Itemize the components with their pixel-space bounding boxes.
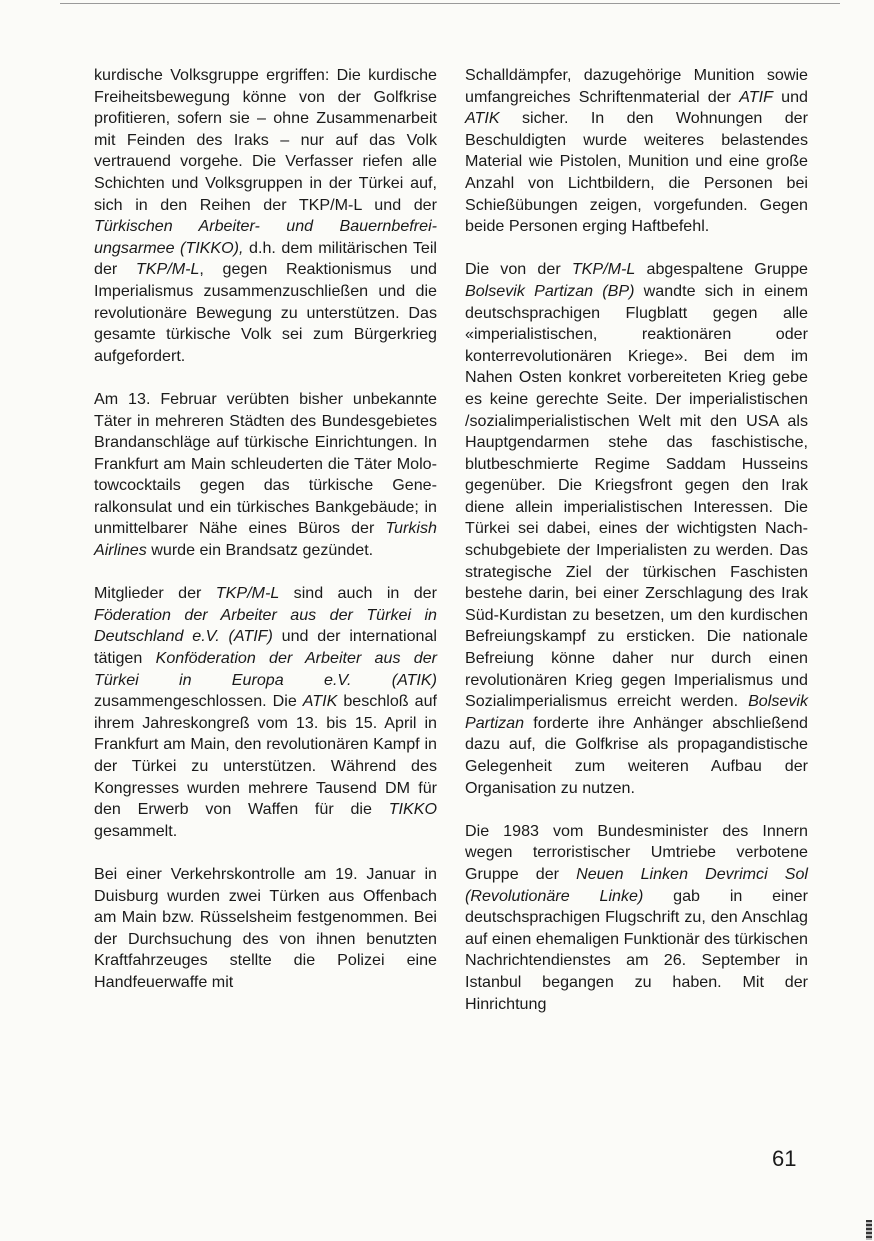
page-number: 61 bbox=[772, 1146, 797, 1171]
paragraph-golfkrise-kurden: kurdische Volksgruppe ergriffen: Die kurdische Freiheitsbewegung könne von der Golfkrise profitieren, sofern sie – ohne Zusammenarbeit mit Feinden des Iraks – nur auf das Volk vertrauend vorgehe. Die Verfasser riefen alle Schichten und Volksgruppen in der Türkei auf, sich in den Reihen der TKP/M-L und der Türkischen Arbeiter- und Bauernbefreiungsarmee (TIKKO), d.h. dem militärischen Teil der TKP/M-L, gegen Reaktionismus und Imperialismus zusammenzuschließen und die revolutionäre Bewegung zu unterstützen. Das gesamte türkische Volk sei zum Bürgerkrieg aufgefordert. bbox=[94, 66, 437, 365]
scan-edge-mark bbox=[866, 1220, 872, 1240]
paragraph-brandanschlaege: Am 13. Februar verübten bisher unbekannte Täter in mehreren Städten des Bundesgebietes Brandanschläge auf türkische Einrichtungen. In Frankfurt am Main schleuderten die Täter Molotowcocktails gegen das türkische Generalkonsulat und ein türkisches Bankgebäude; in unmittelbarer Nähe eines Büros der Turkish Airlines wurde ein Brandsatz gezündet. bbox=[94, 389, 437, 560]
paragraph-verkehrskontrolle: Bei einer Verkehrskontrolle am 19. Januar in Duisburg wurden zwei Türken aus Offenbach am Main bzw. Rüsselsheim festgenommen. Bei der Durchsuchung des von ihnen benutzten Kraftfahrzeuges stellte die Polizei eine Handfeuerwaffe mit bbox=[94, 864, 437, 991]
paragraph-devrimci-sol: Die 1983 vom Bundesminister des Innern wegen terroristischer Umtriebe verbotene Gruppe der Neuen Linken Devrimci Sol (Revolutionäre Linke) gab in einer deutschsprachigen Flugschrift zu, den Anschlag auf einen ehemaligen Funktionär des türkischen Nachrichtendienstes am 26. September in Istanbul begangen zu haben. Mit der Hinrichtung bbox=[465, 821, 809, 1013]
top-rule bbox=[60, 3, 840, 4]
right-column bbox=[465, 65, 808, 1015]
left-column bbox=[94, 65, 437, 994]
paragraph-atif-atik: Mitglieder der TKP/M-L sind auch in der Föderation der Arbeiter aus der Türkei in Deutschland e.V. (ATIF) und der international tätigen Konföderation der Arbeiter aus der Türkei in Europa e.V. (ATIK) zusammengeschlossen. Die ATIK beschloß auf ihrem Jahreskongreß vom 13. bis 15. April in Frankfurt am Main, den revolutionären Kampf in der Türkei zu unterstützen. Während des Kongresses wurden mehrere Tausend DM für den Erwerb von Waffen für die TIKKO gesammelt. bbox=[94, 584, 438, 840]
paragraph-durchsuchung: Schalldämpfer, dazugehörige Munition sowie umfangreiches Schriftenmaterial der ATIF und ATIK sicher. In den Wohnungen der Beschuldigten wurde weiteres belastendes Material wie Pistolen, Munition und eine große Anzahl von Lichtbildern, die Personen bei Schießübungen zeigen, vorgefunden. Gegen beide Personen erging Haftbefehl. bbox=[465, 66, 808, 236]
paragraph-bolsevik-partizan: Die von der TKP/M-L abgespaltene Gruppe Bolsevik Partizan (BP) wandte sich in einem deutschsprachigen Flugblatt gegen alle «imperialistischen, reaktionären oder konterrevolutionären Kriege». Bei dem im Nahen Osten konkret vorbereiteten Krieg gebe es keine gerechte Seite. Der imperialistischen /sozialimperialistischen Welt mit den USA als Hauptgendarmen stehe das faschistische, blutbeschmierte Regime Saddam Husseins gegenüber. Die Kriegsfront gegen den Irak diene allein imperialistischen Interessen. Die Türkei sei dabei, eines der wichtigsten Nachschubgebiete der Imperialisten zu werden. Das strategische Ziel der türkischen Faschisten bestehe darin, bei einer Zerschlagung des Irak Süd-Kurdistan zu besetzen, um den kurdischen Befreiungskampf zu ersticken. Die nationale Befreiung könne daher nur durch einen revolutionären Krieg gegen Imperialismus und Sozialimperialismus erreicht werden. Bolsevik Partizan forderte ihre Anhänger abschließend dazu auf, die Golfkrise als propagandistische Gelegenheit zum weiteren Aufbau der Organisation zu nutzen. bbox=[465, 260, 808, 797]
